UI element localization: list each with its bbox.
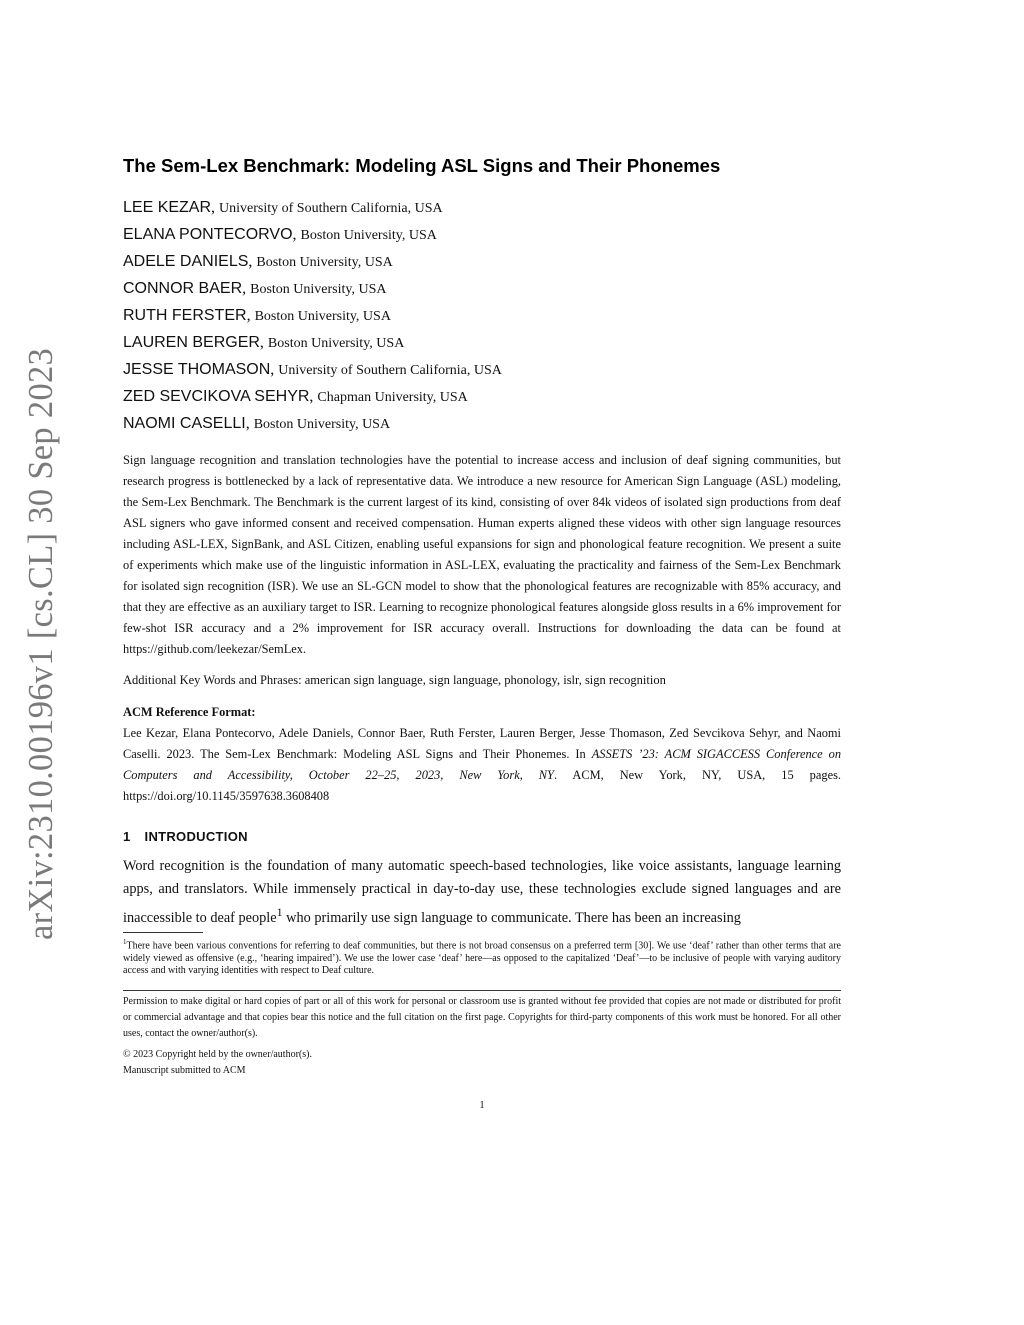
author-affiliation: Boston University, USA	[253, 417, 391, 432]
author-affiliation: University of Southern California, USA	[219, 201, 443, 216]
author-affiliation: Boston University, USA	[250, 282, 387, 297]
author-name: CONNOR BAER	[123, 280, 243, 297]
author-entry: LEE KEZAR, University of Southern California, USA	[123, 199, 443, 216]
author-entry: NAOMI CASELLI, Boston University, USA	[123, 415, 391, 432]
author-entry: RUTH FERSTER, Boston University, USA	[123, 307, 391, 324]
author-entry: ELANA PONTECORVO, Boston University, USA	[123, 226, 437, 243]
footnote-marker[interactable]: 1	[276, 905, 283, 919]
acm-reference-doi: . ACM, New York, NY, USA, 15 pages. https://doi.org/10.1145/3597638.3608408	[123, 768, 841, 803]
author-affiliation: Boston University, USA	[300, 228, 437, 243]
author-entry: LAUREN BERGER, Boston University, USA	[123, 334, 405, 351]
author-affiliation: University of Southern California, USA	[278, 363, 502, 378]
author-name: RUTH FERSTER	[123, 307, 247, 324]
section-title: INTRODUCTION	[144, 829, 248, 844]
intro-paragraph	[123, 855, 841, 930]
footnote-text: There have been various conventions for referring to deaf communities, but there is not broad consensus on a preferred term [30]. We use ‘deaf’ rather than other terms that are widely viewed as offensive (e.g., ‘hearing impaired’). We use the lower case ‘deaf’ here—as opposed to the capitalized ‘Deaf’—to be inclusive of people with varying auditory access and with varying identities with respect to Deaf culture.	[123, 940, 841, 977]
author-affiliation: Boston University, USA	[267, 336, 405, 351]
intro-text: Word recognition is the foundation of many automatic speech-based technologies, like voice assistants, language learning apps, and translators. While immensely practical in day-to-day use, these technologies exclude signed languages and are inaccessible to deaf people	[123, 858, 841, 926]
author-entry: CONNOR BAER, Boston University, USA	[123, 280, 387, 297]
permission-notice: Permission to make digital or hard copies of part or all of this work for personal or classroom use is granted without fee provided that copies are not made or distributed for profit or commercial advantage and that copies bear this notice and the full citation on the first page. Copyrights for third-party components of this work must be honored. For all other uses, contact the owner/author(s).	[123, 996, 841, 1039]
acm-reference-label: ACM Reference Format:	[123, 705, 256, 719]
section-heading	[123, 829, 248, 844]
author-name: LEE KEZAR	[123, 199, 212, 216]
author-entry: ZED SEVCIKOVA SEHYR, Chapman University, USA	[123, 388, 468, 405]
arxiv-stamp: arXiv:2310.00196v1 [cs.CL] 30 Sep 2023	[22, 347, 60, 940]
acm-reference	[123, 702, 841, 807]
footnote-divider	[123, 932, 203, 933]
acm-reference-venue: ASSETS ’23: ACM SIGACCESS Conference on Computers and Accessibility, October 22–25, 2023, New York, NY	[123, 747, 842, 782]
paper-title: The Sem-Lex Benchmark: Modeling ASL Signs and Their Phonemes	[123, 155, 721, 176]
permission-divider	[123, 990, 841, 991]
author-affiliation: Chapman University, USA	[317, 390, 468, 405]
author-affiliation: Boston University, USA	[256, 255, 393, 270]
acm-reference-text: Lee Kezar, Elana Pontecorvo, Adele Daniels, Connor Baer, Ruth Ferster, Lauren Berger, Jesse Thomason, Zed Sevcikova Sehyr, and Naomi Caselli. 2023. The Sem-Lex Benchmark: Modeling ASL Signs and Their Phonemes. In	[123, 726, 841, 761]
manuscript-note: Manuscript submitted to ACM	[123, 1065, 246, 1076]
intro-text-continued: who primarily use sign language to communicate. There has been an increasing	[282, 909, 741, 926]
abstract: Sign language recognition and translation technologies have the potential to increase access and inclusion of deaf signing communities, but research progress is bottlenecked by a lack of representative data. We introduce a new resource for American Sign Language (ASL) modeling, the Sem-Lex Benchmark. The Benchmark is the current largest of its kind, consisting of over 84k videos of isolated sign productions from deaf ASL signers who gave informed consent and received compensation. Human experts aligned these videos with other sign language resources including ASL-LEX, SignBank, and ASL Citizen, enabling useful expansions for sign and phonological feature recognition. We present a suite of experiments which make use of the linguistic information in ASL-LEX, evaluating the practicality and fairness of the Sem-Lex Benchmark for isolated sign recognition (ISR). We use an SL-GCN model to show that the phonological features are recognizable with 85% accuracy, and that they are effective as an auxiliary target to ISR. Learning to recognize phonological features alongside gloss results in a 6% improvement for few-shot ISR accuracy and a 2% improvement for ISR accuracy overall. Instructions for downloading the data can be found at https://github.com/leekezar/SemLex.	[123, 453, 841, 656]
author-name: NAOMI CASELLI	[123, 415, 246, 432]
author-name: ZED SEVCIKOVA SEHYR	[123, 388, 310, 405]
footnote-number: 1	[123, 938, 127, 946]
page-number: 1	[479, 1100, 485, 1111]
keywords: Additional Key Words and Phrases: american sign language, sign language, phonology, islr, sign recognition	[123, 673, 666, 687]
author-entry: ADELE DANIELS, Boston University, USA	[123, 253, 393, 270]
author-entry: JESSE THOMASON, University of Southern California, USA	[123, 361, 502, 378]
author-name: ELANA PONTECORVO	[123, 226, 293, 243]
author-name: JESSE THOMASON	[123, 361, 271, 378]
author-name: ADELE DANIELS	[123, 253, 249, 270]
author-list	[123, 197, 841, 440]
footnote	[123, 936, 841, 978]
author-name: LAUREN BERGER	[123, 334, 260, 351]
copyright-notice: © 2023 Copyright held by the owner/author(s).	[123, 1049, 312, 1060]
author-affiliation: Boston University, USA	[254, 309, 391, 324]
section-number: 1	[123, 829, 131, 844]
